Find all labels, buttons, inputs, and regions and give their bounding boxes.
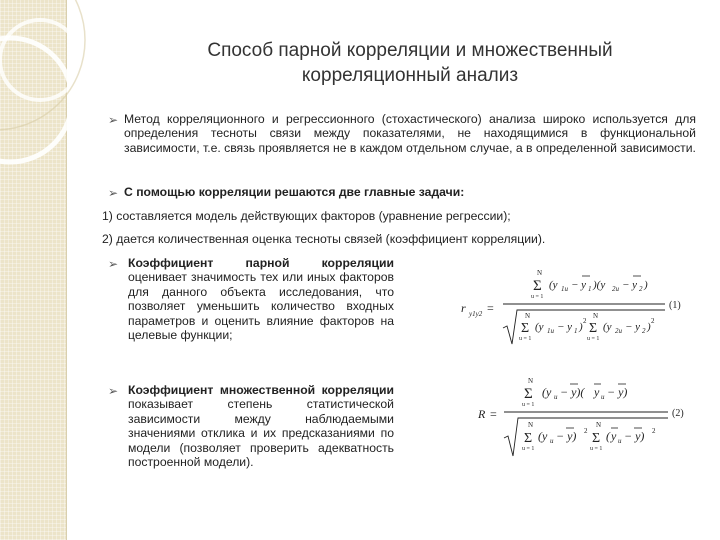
f1-den1-mid: − y xyxy=(557,321,573,333)
f1-den1-power: 2 xyxy=(583,317,587,325)
f2-den2-sum-top: N xyxy=(596,421,602,429)
bullet-pair-correlation xyxy=(128,256,394,342)
f1-den1-sigma: Σ xyxy=(521,321,530,336)
f1-lhs: r xyxy=(461,301,466,315)
task-item-2: 2) дается количественная оценка тесноты связей (коэффициент корреляции). xyxy=(102,232,546,246)
f1-num-sigma: Σ xyxy=(533,278,542,294)
f2-num1-hat: y xyxy=(594,385,600,399)
f1-num-close: ) xyxy=(644,279,648,291)
f2-den2: ( xyxy=(606,429,610,443)
arrow-bullet-icon: ➢ xyxy=(108,186,119,200)
f1-den2-power: 2 xyxy=(651,317,655,325)
f1-num-sum-top: N xyxy=(537,269,543,277)
bullet-multiple-correlation xyxy=(128,383,394,469)
f2-num1-sub: u xyxy=(554,393,558,401)
f2-den1: (y xyxy=(538,429,548,443)
f2-num1-mid2: − y) xyxy=(607,385,628,399)
f2-den1-mid: − y) xyxy=(556,429,577,443)
f1-num-m2: − y xyxy=(622,279,638,291)
f1-den1-close: ) xyxy=(579,321,583,333)
f1-den2: (y xyxy=(603,321,612,333)
f2-lhs: R xyxy=(478,407,486,421)
f1-den2-mid: − y xyxy=(625,321,641,333)
decorative-circles xyxy=(0,0,720,200)
f1-lhs-sub: y1y2 xyxy=(469,310,483,318)
f1-den2-sum-top: N xyxy=(593,312,599,320)
arrow-bullet-icon: ➢ xyxy=(108,113,119,127)
f1-den2-sum-bottom: u = 1 xyxy=(587,336,600,342)
f2-den2-mid: − y) xyxy=(624,429,645,443)
f1-num-t2: )(y xyxy=(593,279,606,291)
arrow-bullet-icon: ➢ xyxy=(108,257,119,271)
f1-num-s1: 1u xyxy=(561,285,568,293)
f1-den2-sub2: 2 xyxy=(642,327,646,335)
f2-num-sigma: Σ xyxy=(524,386,533,402)
formula-pair-correlation xyxy=(455,262,700,352)
pair-correlation-text: оценивает значимость тех или иных факторов для данного объекта исследования, что позволяет уменьшить количество входных параметров и оценить влияние факторов на целевые функции; xyxy=(128,270,394,343)
f1-den1-sum-top: N xyxy=(525,312,531,320)
f1-den2-close: ) xyxy=(647,321,651,333)
f2-eq: = xyxy=(490,407,497,421)
f1-den1-sub: 1u xyxy=(547,327,554,335)
slide-title xyxy=(110,38,710,88)
formula-multiple-correlation xyxy=(470,372,700,467)
f2-den1-sigma: Σ xyxy=(524,431,533,446)
f1-num-s4: 2 xyxy=(639,285,643,293)
f2-num1-sub2: u xyxy=(601,393,605,401)
f2-den2-power: 2 xyxy=(652,427,656,435)
f2-label: (2) xyxy=(672,408,684,419)
task-item-1: 1) составляется модель действующих факторов (уравнение регрессии); xyxy=(102,209,511,223)
slide-title-line2: корреляционный анализ xyxy=(301,65,519,86)
pair-correlation-title: Коэффициент парной корреляции xyxy=(128,256,394,270)
bullet-tasks-text: С помощью корреляции решаются две главные задачи: xyxy=(124,185,465,199)
slide-title-line1: Способ парной корреляции и множественный xyxy=(207,40,613,61)
f1-num-s3: 2u xyxy=(612,285,619,293)
f2-den2-hat: y xyxy=(611,429,617,443)
f2-den1-sum-top: N xyxy=(528,421,534,429)
f2-den1-sum-bottom: u = 1 xyxy=(522,446,535,452)
f2-num-sum-bottom: u = 1 xyxy=(522,402,535,408)
multiple-correlation-title: Коэффициент множественной корреляции xyxy=(128,383,394,397)
f1-den1-sub2: 1 xyxy=(574,327,578,335)
f1-num-sum-bottom: u = 1 xyxy=(531,294,544,300)
f1-den2-sub: 2u xyxy=(615,327,622,335)
f2-num1-mid: − y)( xyxy=(560,385,585,399)
bullet-tasks xyxy=(124,185,696,199)
arrow-bullet-icon: ➢ xyxy=(108,384,119,398)
f2-den2-sigma: Σ xyxy=(592,431,601,446)
bullet-method: Метод корреляционного и регрессионного (стохастического) анализа широко используется для определения тесноты связи между показателями, не находящимися в функциональной зависимости, т.е. связь проявляется не в каждом отдельном случае, а в определенной зависимости. xyxy=(124,112,696,155)
f2-num-sum-top: N xyxy=(528,377,534,385)
f1-eq: = xyxy=(487,301,494,315)
f1-num-t1: (y xyxy=(549,279,558,291)
f2-num1: (y xyxy=(542,385,552,399)
f2-den1-sub: u xyxy=(550,437,554,445)
f2-den1-power: 2 xyxy=(584,427,588,435)
f1-num-s2: 1 xyxy=(588,285,592,293)
multiple-correlation-text: показывает степень статистической зависимости между наблюдаемыми значениями отклика и их предсказаниями по модели (позволяет проверить адекватность построенной модели). xyxy=(128,397,394,470)
f1-den1: (y xyxy=(535,321,544,333)
f2-den2-sub: u xyxy=(618,437,622,445)
f1-den2-sigma: Σ xyxy=(589,321,598,336)
f1-num-m1: − y xyxy=(571,279,587,291)
f1-den1-sum-bottom: u = 1 xyxy=(519,336,532,342)
f1-label: (1) xyxy=(669,300,681,311)
f2-den2-sum-bottom: u = 1 xyxy=(590,446,603,452)
